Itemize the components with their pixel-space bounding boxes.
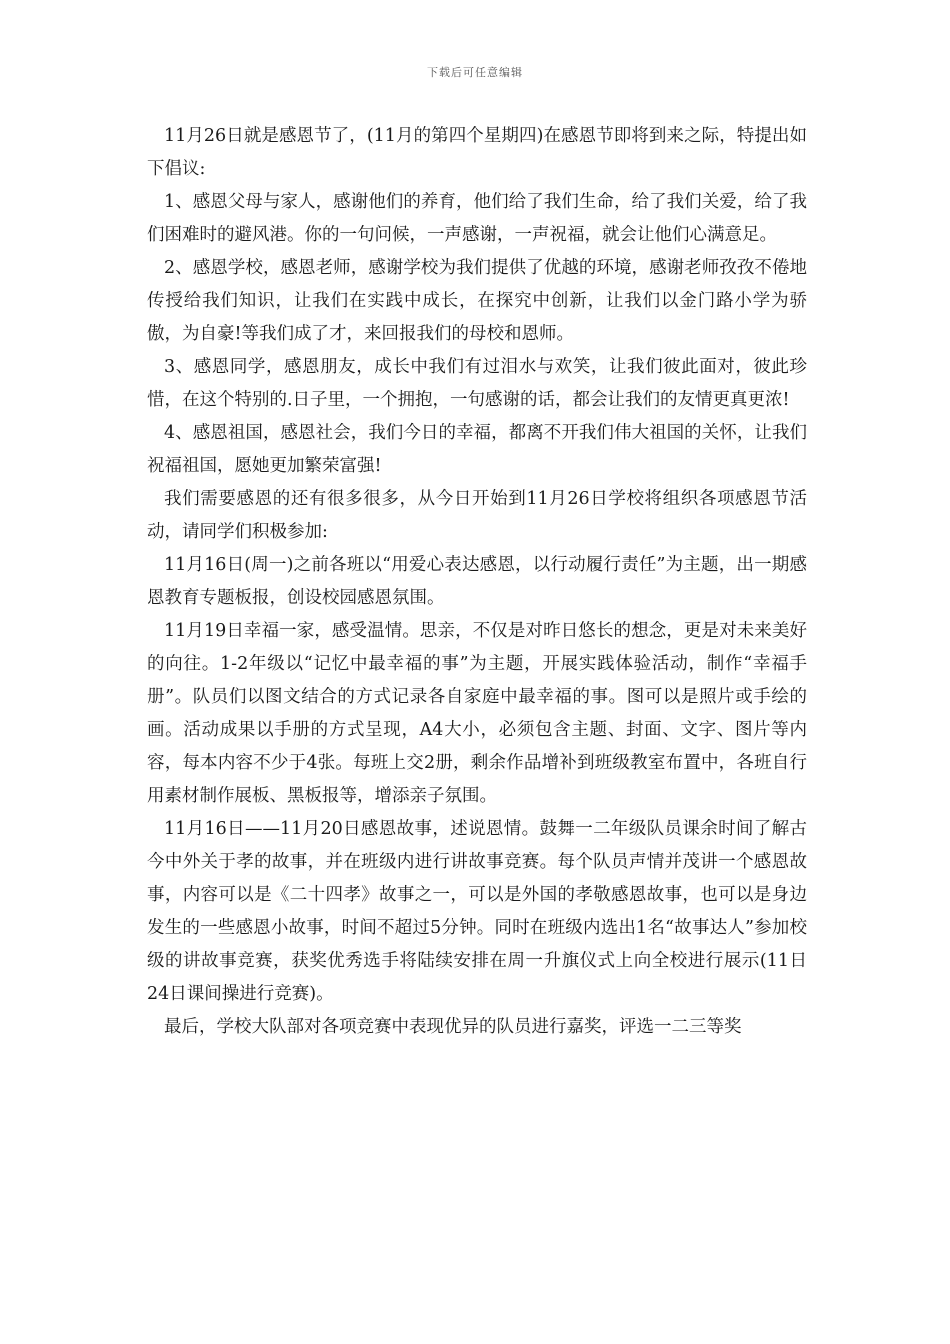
page-header: 下载后可任意编辑: [427, 66, 523, 79]
paragraph-activity-story: 11月16日——11月20日感恩故事，述说恩情。鼓舞一二年级队员课余时间了解古今中外关于孝的故事，并在班级内进行讲故事竞赛。每个队员声情并茂讲一个感恩故事，内容可以是《二十四孝》故事之一，可以是外国的孝敬感恩故事，也可以是身边发生的一些感恩小故事，时间不超过5分钟。同时在班级内选出1名“故事达人”参加校级的讲故事竞赛，获奖优秀选手将陆续安排在周一升旗仪式上向全校进行展示(11日24日课间操进行竞赛)。: [147, 819, 807, 1004]
paragraph-item-2: 2、感恩学校，感恩老师，感谢学校为我们提供了优越的环境，感谢老师孜孜不倦地传授给我们知识，让我们在实践中成长，在探究中创新，让我们以金门路小学为骄傲，为自豪!等我们成了才，来回报我们的母校和恩师。: [147, 258, 807, 344]
paragraph-activity-board: 11月16日(周一)之前各班以“用爱心表达感恩，以行动履行责任”为主题，出一期感恩教育专题板报，创设校园感恩氛围。: [147, 555, 807, 608]
document-body: [147, 120, 807, 1044]
paragraph-activities-intro: 我们需要感恩的还有很多很多，从今日开始到11月26日学校将组织各项感恩节活动，请同学们积极参加:: [147, 489, 807, 542]
paragraph-item-3: 3、感恩同学，感恩朋友，成长中我们有过泪水与欢笑，让我们彼此面对，彼此珍惜，在这个特别的.日子里，一个拥抱，一句感谢的话，都会让我们的友情更真更浓!: [147, 357, 807, 410]
paragraph-activity-family: 11月19日幸福一家，感受温情。思亲，不仅是对昨日悠长的想念，更是对未来美好的向往。1-2年级以“记忆中最幸福的事”为主题，开展实践体验活动，制作“幸福手册”。队员们以图文结合的方式记录各自家庭中最幸福的事。图可以是照片或手绘的画。活动成果以手册的方式呈现，A4大小，必须包含主题、封面、文字、图片等内容，每本内容不少于4张。每班上交2册，剩余作品增补到班级教室布置中，各班自行用素材制作展板、黑板报等，增添亲子氛围。: [147, 621, 807, 806]
paragraph-item-1: 1、感恩父母与家人，感谢他们的养育，他们给了我们生命，给了我们关爱，给了我们困难时的避风港。你的一句问候，一声感谢，一声祝福，就会让他们心满意足。: [147, 192, 807, 245]
paragraph-item-4: 4、感恩祖国，感恩社会，我们今日的幸福，都离不开我们伟大祖国的关怀，让我们祝福祖国，愿她更加繁荣富强!: [147, 423, 807, 476]
paragraph-intro: 11月26日就是感恩节了，(11月的第四个星期四)在感恩节即将到来之际，特提出如下倡议:: [147, 126, 807, 179]
paragraph-closing: 最后，学校大队部对各项竞赛中表现优异的队员进行嘉奖，评选一二三等奖: [164, 1017, 742, 1037]
